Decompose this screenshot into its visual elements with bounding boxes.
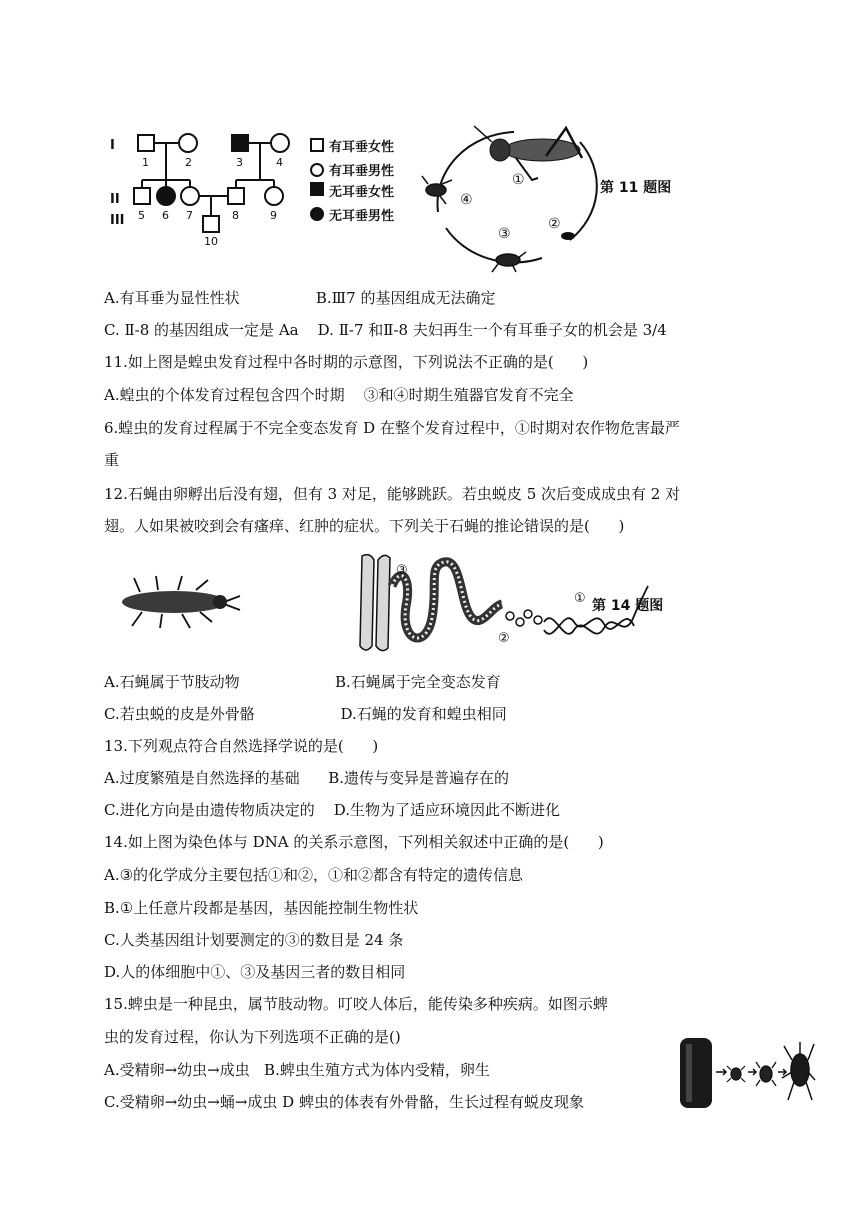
pedigree-individual-2 (179, 134, 197, 152)
chromosome-dna-figure (352, 546, 672, 662)
answer-options-line: A.石蝇属于节肢动物 B.石蝇属于完全变态发育 (104, 673, 501, 691)
adult-locust-icon (474, 126, 582, 180)
individual-number: 4 (276, 156, 283, 169)
pedigree-individual-9 (265, 187, 283, 205)
individual-number: 10 (204, 235, 218, 248)
individual-number: 9 (270, 209, 277, 222)
egg-mass-icon (680, 1038, 712, 1108)
tick-development-figure (676, 1020, 816, 1112)
egg-icon (561, 232, 575, 240)
question-12-stem: 翅。人如果被咬到会有瘙痒、红肿的症状。下列关于石蝇的推论错误的是( ) (104, 517, 625, 535)
cycle-arrow (446, 228, 542, 262)
structure-marker: ② (498, 631, 510, 646)
locust-lifecycle-figure (416, 112, 696, 280)
figure-label: 第 14 题图 (592, 598, 664, 614)
individual-number: 7 (186, 209, 193, 222)
generation-label: III (110, 213, 125, 228)
arrow-icon (716, 1069, 726, 1075)
pedigree-individual-6 (157, 187, 175, 205)
answer-options-line: A.受精卵→幼虫→成虫 B.蜱虫生殖方式为体内受精，卵生 (104, 1061, 490, 1079)
legend-symbol (311, 183, 323, 195)
figure-label: 第 11 题图 (600, 180, 672, 196)
individual-number: 3 (236, 156, 243, 169)
adult-tick-icon (782, 1042, 815, 1100)
answer-options-line: C. Ⅱ-8 的基因组成一定是 Aa D. Ⅱ-7 和Ⅱ-8 夫妇再生一个有耳垂子女的机会是 3/4 (104, 321, 667, 339)
pedigree-individual-4 (271, 134, 289, 152)
answer-options-line: A.有耳垂为显性性状 B.Ⅲ7 的基因组成无法确定 (104, 289, 496, 307)
question-13-stem: 13.下列观点符合自然选择学说的是( ) (104, 737, 379, 755)
individual-number: 6 (162, 209, 169, 222)
legend-label: 无耳垂男性 (329, 209, 395, 224)
stage-label: ② (548, 216, 561, 232)
individual-number: 5 (138, 209, 145, 222)
structure-marker: ③ (396, 563, 408, 578)
legend-symbol (311, 164, 323, 176)
stage-label: ③ (498, 226, 511, 242)
chromosome-icon (360, 555, 390, 651)
answer-options-line: A.过度繁殖是自然选择的基础 B.遗传与变异是普遍存在的 (104, 769, 510, 787)
question-12-stem: 12.石蝇由卵孵出后没有翅，但有 3 对足，能够跳跃。若虫蜕皮 5 次后变成成虫有 2 对 (104, 485, 681, 503)
question-15-stem: 15.蜱虫是一种昆虫，属节肢动物。叮咬人体后，能传染多种疾病。如图示蜱 (104, 995, 608, 1013)
answer-options-line: 6.蝗虫的发育过程属于不完全变态发育 D 在整个发育过程中，①时期对农作物危害最严 (104, 419, 680, 437)
larva-icon (727, 1066, 745, 1082)
pedigree-chart (108, 128, 408, 258)
answer-options-line: A.蝗虫的个体发育过程包含四个时期 ③和④时期生殖器官发育不完全 (104, 386, 574, 404)
legend-label: 有耳垂女性 (329, 140, 395, 155)
answer-option: B.①上任意片段都是基因，基因能控制生物性状 (104, 899, 419, 917)
generation-label: II (110, 192, 120, 207)
legend-symbol (311, 139, 323, 151)
question-11-stem: 11.如上图是蝗虫发育过程中各时期的示意图，下列说法不正确的是( ) (104, 353, 589, 371)
answer-options-line: C.若虫蜕的皮是外骨骼 D.石蝇的发育和蝗虫相同 (104, 705, 507, 723)
legend-symbol (311, 208, 323, 220)
stonefly-icon (112, 572, 242, 630)
question-14-stem: 14.如上图为染色体与 DNA 的关系示意图，下列相关叙述中正确的是( ) (104, 833, 604, 851)
cycle-arrow (570, 142, 597, 240)
legend-label: 无耳垂女性 (329, 185, 395, 200)
answer-options-line: C.进化方向是由遗传物质决定的 D.生物为了适应环境因此不断进化 (104, 801, 561, 819)
stage-label: ④ (460, 192, 473, 208)
answer-options-line: 重 (104, 451, 120, 469)
nymph-icon (756, 1062, 776, 1086)
individual-number: 2 (185, 156, 192, 169)
pedigree-individual-7 (181, 187, 199, 205)
pedigree-individual-5 (134, 188, 150, 204)
pedigree-individual-8 (228, 188, 244, 204)
answer-option: D.人的体细胞中①、③及基因三者的数目相同 (104, 963, 406, 981)
stage-label: ① (512, 172, 525, 188)
generation-label: I (110, 138, 115, 153)
individual-number: 1 (142, 156, 149, 169)
answer-option: C.人类基因组计划要测定的③的数目是 24 条 (104, 931, 404, 949)
answer-option: A.③的化学成分主要包括①和②，①和②都含有特定的遗传信息 (104, 866, 524, 884)
arrow-icon (748, 1069, 756, 1075)
legend-label: 有耳垂男性 (329, 164, 395, 179)
histone-icon (506, 610, 542, 626)
structure-marker: ① (574, 591, 586, 606)
answer-options-line: C.受精卵→幼虫→蛹→成虫 D 蜱虫的体表有外骨骼，生长过程有蜕皮现象 (104, 1093, 584, 1111)
arrow-icon (778, 1069, 786, 1075)
pedigree-individual-10 (203, 216, 219, 232)
individual-number: 8 (232, 209, 239, 222)
pedigree-individual-3 (232, 135, 248, 151)
pedigree-individual-1 (138, 135, 154, 151)
question-15-stem: 虫的发育过程，你认为下列选项不正确的是() (104, 1028, 401, 1046)
